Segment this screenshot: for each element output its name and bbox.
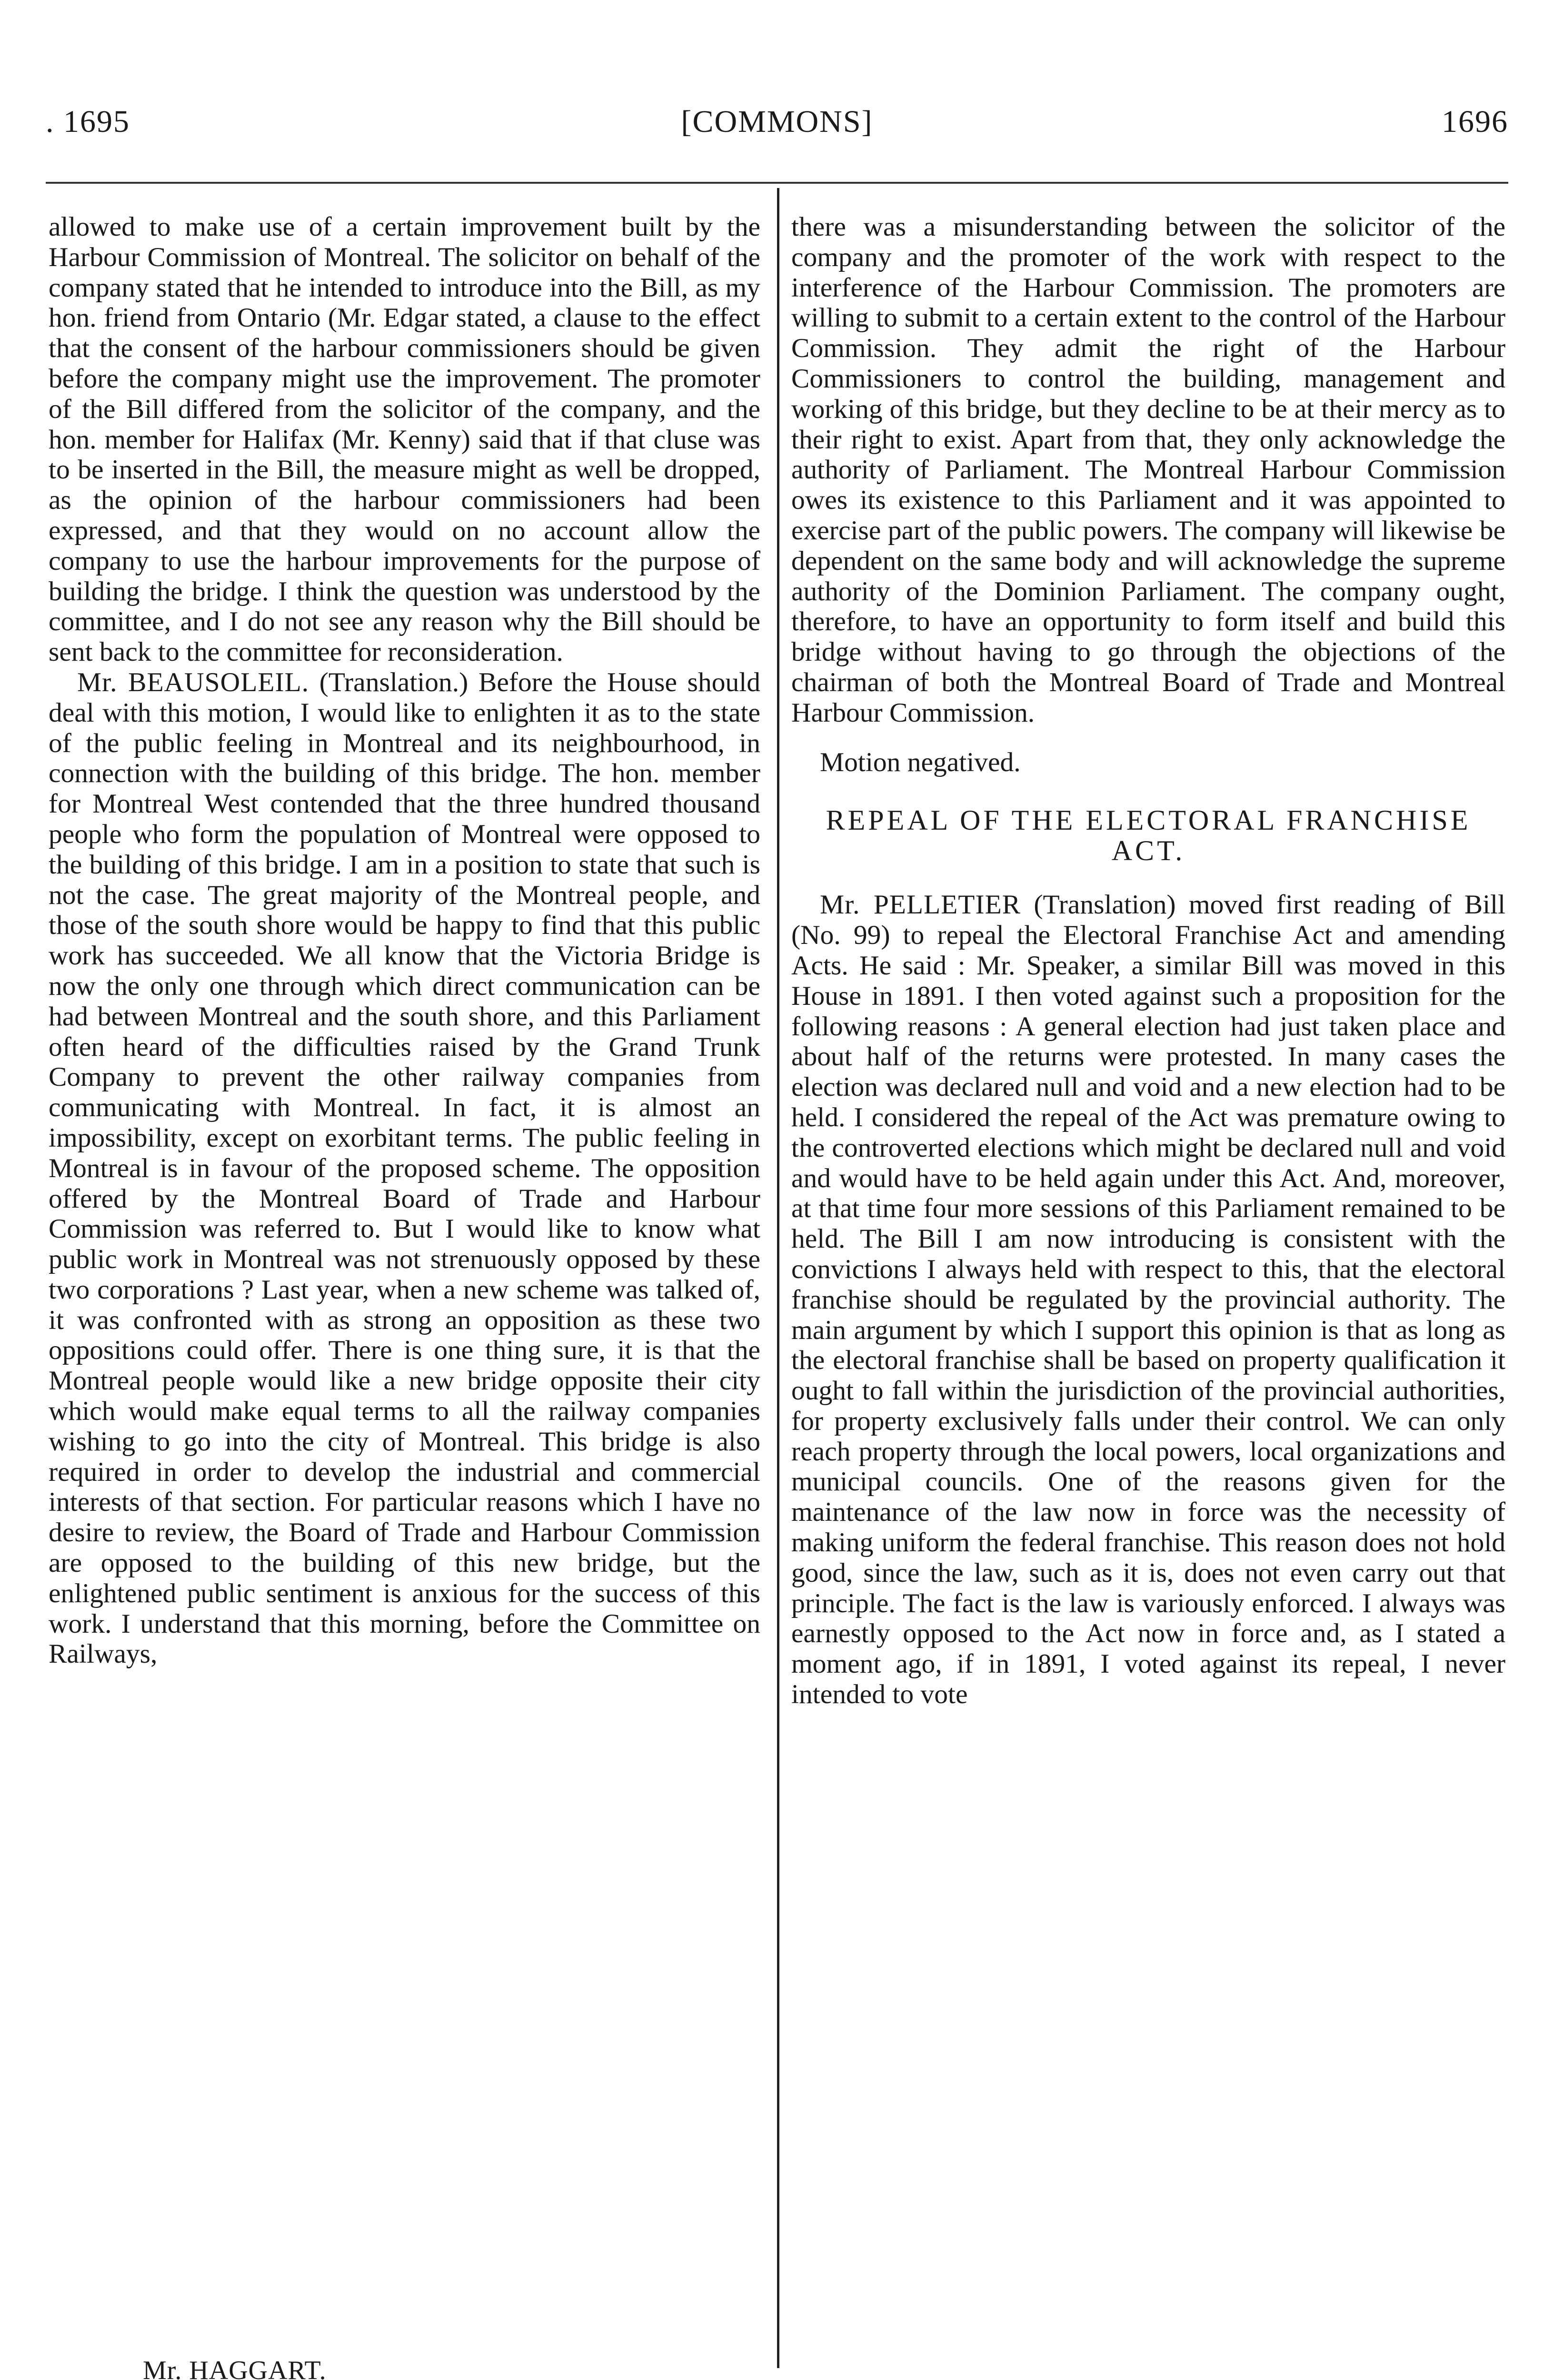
- speech-text: (Translation) moved first reading of Bill (No. 99) to repeal the Electoral Franchise Act and amending Acts. He said : Mr. Speaker, a similar Bill was moved in this House in 1891. I then voted against such a proposition for the following reasons : A general election had just taken place and about half of the returns were protested. In many cases the election was declared null and void and a new election had to be held. I considered the repeal of the Act was premature owing to the controverted elections which might be declared null and void and would have to be held again under this Act. And, moreover, at that time four more sessions of this Parliament remained to be held. The Bill I am now introducing is consistent with the convictions I always held with respect to this, that the electoral franchise should be regulated by the provincial authority. The main argument by which I support this opinion is that as long as the electoral franchise shall be based on property qualification it ought to fall within the jurisdiction of the provincial authorities, for property exclusively falls under their control. We can only reach property through the local powers, local organizations and municipal councils. One of the reasons given for the maintenance of the law now in force was the necessity of making uniform the federal franchise. This reason does not hold good, since the law, such as it is, does not even carry out that principle. The fact is the law is variously enforced. I always was earnestly opposed to the Act now in force and, as I stated a moment ago, if in 1891, I voted against its repeal, I never intended to vote: [791, 890, 1505, 1710]
- right-speech-pelletier: [791, 890, 1505, 1710]
- page-header: [46, 104, 1508, 156]
- page-number-left: . 1695: [46, 104, 130, 139]
- left-speech-beausoleil: [49, 667, 760, 1669]
- header-rule: [46, 182, 1508, 184]
- speech-text: (Translation.) Before the House should deal with this motion, I would like to enlighten it as to the state of the public feeling in Montreal and its neighbourhood, in connection with the building of this bridge. The hon. member for Montreal West contended that the three hundred thousand people who form the population of Montreal were opposed to the building of this bridge. I am in a position to state that such is not the case. The great majority of the Montreal people, and those of the south shore would be happy to find that this public work has succeeded. We all know that the Victoria Bridge is now the only one through which direct communication can be had between Montreal and the south shore, and this Parliament often heard of the difficulties raised by the Grand Trunk Company to prevent the other railway companies from communicating with Montreal. In fact, it is almost an impossibility, except on exorbitant terms. The public feeling in Montreal is in favour of the proposed scheme. The opposition offered by the Montreal Board of Trade and Harbour Commission was referred to. But I would like to know what public work in Montreal was not strenuously opposed by these two corporations ? Last year, when a new scheme was talked of, it was confronted with as strong an opposition as these two oppositions could offer. There is one thing sure, it is that the Montreal people would like a new bridge opposite their city which would make equal terms to all the railway companies wishing to go into the city of Montreal. This bridge is also required in order to develop the industrial and commercial interests of that section. For particular reasons which I have no desire to review, the Board of Trade and Harbour Commission are opposed to the building of this new bridge, but the enlightened public sentiment is anxious for the success of this work. I understand that this morning, before the Committee on Railways,: [49, 667, 760, 1669]
- speaker-name: Mr. BEAUSOLEIL.: [77, 667, 309, 697]
- running-title: [COMMONS]: [681, 104, 873, 139]
- column-divider: [777, 188, 779, 2368]
- speaker-name: Mr. PELLETIER: [820, 890, 1021, 920]
- section-heading: REPEAL OF THE ELECTORAL FRANCHISE ACT.: [826, 804, 1471, 867]
- right-column: [791, 212, 1505, 1710]
- left-paragraph-continued: allowed to make use of a certain improvement built by the Harbour Commission of Montreal. The solicitor on behalf of the company stated that he intended to introduce into the Bill, as my hon. friend from Ontario (Mr. Edgar stated, a clause to the effect that the consent of the harbour commissioners should be given before the company might use the improvement. The promoter of the Bill differed from the solicitor of the company, and the hon. member for Halifax (Mr. Kenny) said that if that cluse was to be inserted in the Bill, the measure might as well be dropped, as the opinion of the harbour commissioners had been expressed, and that they would on no account allow the company to use the harbour improvements for the purpose of building the bridge. I think the question was understood by the committee, and I do not see any reason why the Bill should be sent back to the committee for reconsideration.: [49, 212, 760, 667]
- motion-result: Motion negatived.: [820, 747, 1021, 777]
- right-paragraph-continued: there was a misunderstanding between the solicitor of the company and the promoter of the work with respect to the interference of the Harbour Commission. The promoters are willing to submit to a certain extent to the control of the Harbour Commission. They admit the right of the Harbour Commissioners to control the building, management and working of this bridge, but they decline to be at their mercy as to their right to exist. Apart from that, they only acknowledge the authority of Parliament. The Montreal Harbour Commission owes its existence to this Parliament and it was appointed to exercise part of the public powers. The company will likewise be dependent on the same body and will acknowledge the supreme authority of the Dominion Parliament. The company ought, therefore, to have an opportunity to form itself and build this bridge without having to go through the objections of the chairman of both the Montreal Board of Trade and Montreal Harbour Commission.: [791, 212, 1505, 728]
- left-column: [49, 212, 760, 1669]
- running-footer: Mr. HAGGART.: [143, 2356, 327, 2380]
- page-number-right: 1696: [1442, 104, 1508, 139]
